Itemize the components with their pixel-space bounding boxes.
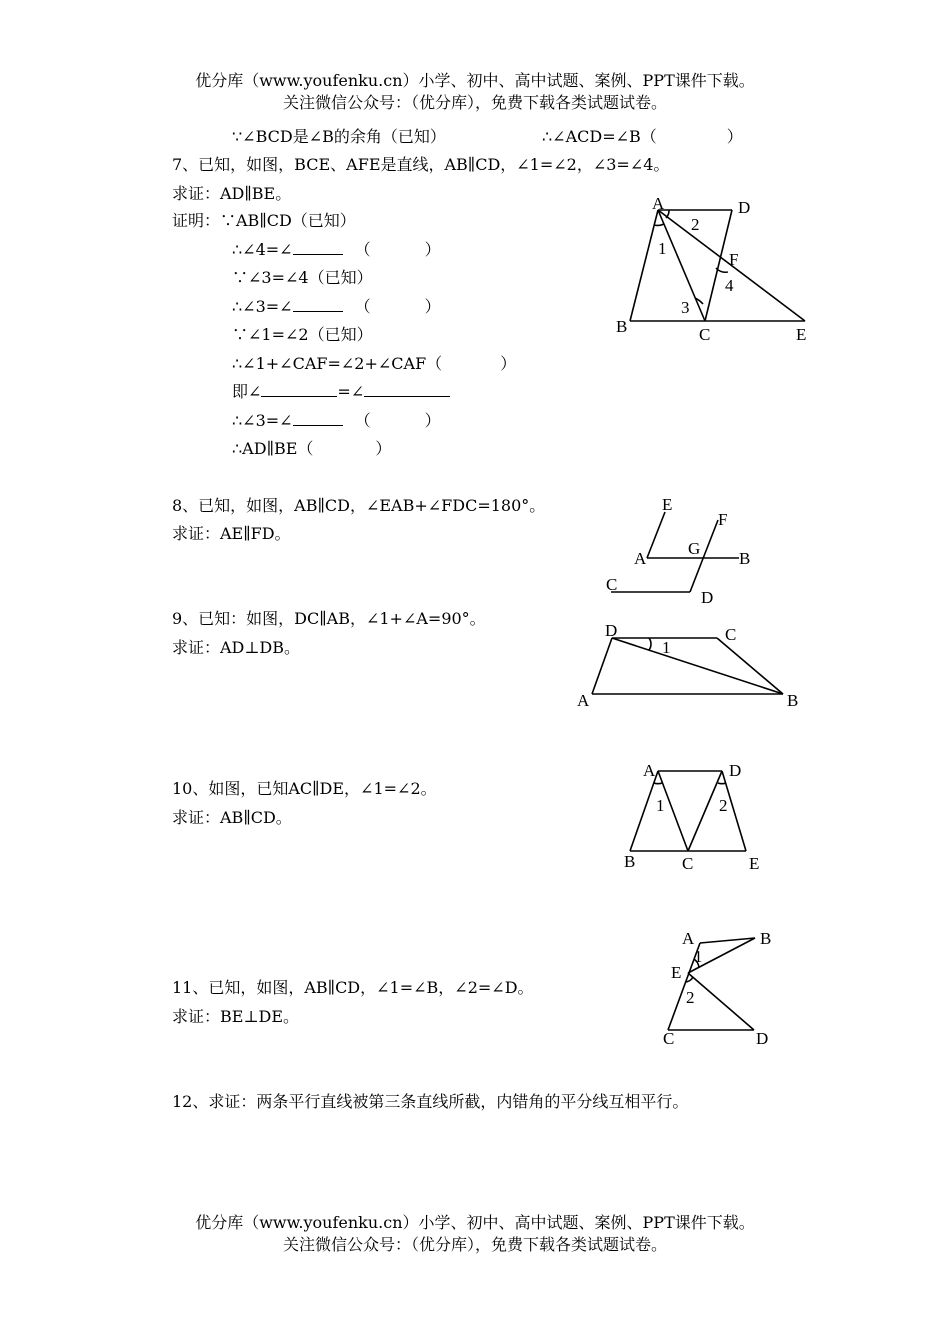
q7-figure [600,192,820,352]
label-E: E [662,495,673,514]
q11-figure [650,925,790,1055]
top-line-left: ∵∠BCD是∠B的余角（已知） [232,127,446,146]
label-D: D [605,621,618,640]
label-B: B [760,929,772,948]
label-B: B [787,691,799,710]
q7-prove: 求证：AD∥BE。 [172,184,292,203]
q7-given: 7、已知，如图，BCE、AFE是直线，AB∥CD，∠1=∠2，∠3=∠4。 [172,155,670,174]
q8-figure [600,492,770,612]
q7-proof-line-9 [232,438,391,460]
footer-line-2: 关注微信公众号：（优分库），免费下载各类试题试卷。 [282,1235,667,1254]
q7-proof-line-7-prefix: 即∠ [232,382,262,401]
label-E: E [796,325,807,344]
label-1: 1 [662,638,671,657]
q9-given: 9、已知：如图，DC∥AB，∠1+∠A=90°。 [172,609,486,628]
q7-proof-line-8-text: ∴∠3=∠ [232,411,293,430]
q7-proof-line-1: 证明：∵AB∥CD（已知） [172,211,356,230]
segment-DC [705,210,732,321]
angle-1-arc [654,224,664,225]
answer-blank[interactable] [293,240,343,255]
label-D: D [701,588,714,607]
label-2: 2 [686,988,695,1007]
top-line-right-prefix: ∴∠ACD=∠B（ [542,127,657,146]
label-G: G [688,539,701,558]
angle-2-arc [718,783,726,784]
answer-blank[interactable] [364,382,450,397]
label-D: D [729,761,742,780]
label-F: F [729,250,739,269]
header-line-1: 优分库（www.youfenku.cn）小学、初中、高中试题、案例、PPT课件下载。 [195,71,755,90]
q8-given: 8、已知，如图，AB∥CD，∠EAB+∠FDC=180°。 [172,496,546,515]
label-D: D [756,1029,769,1048]
top-line-right-suffix: ） [726,127,743,146]
q7-proof-line-8 [232,410,441,432]
q10-given: 10、如图，已知AC∥DE，∠1=∠2。 [172,779,437,798]
answer-blank[interactable] [293,297,343,312]
label-1: 1 [658,239,667,258]
open-paren: （ [354,411,371,430]
close-paren: ） [424,297,441,316]
segment-AE [647,512,665,558]
segment-AB [630,771,658,851]
q9-prove: 求证：AD⊥DB。 [172,638,301,657]
label-A: A [682,929,695,948]
q7-proof-line-2 [232,239,441,261]
open-paren: （ [354,240,371,259]
header-line-2: 关注微信公众号：（优分库），免费下载各类试题试卷。 [282,93,667,112]
label-B: B [616,317,628,336]
label-C: C [663,1029,675,1048]
q7-proof-line-3: ∵∠3=∠4（已知） [232,268,373,287]
q11-given: 11、已知，如图，AB∥CD，∠1=∠B，∠2=∠D。 [172,978,534,997]
angle-1-arc [649,638,651,650]
answer-blank[interactable] [293,411,343,426]
label-3: 3 [681,298,690,317]
angle-2-arc [666,210,669,218]
label-4: 4 [725,276,734,295]
q7-proof-line-7 [232,381,450,403]
q7-proof-line-6 [232,353,516,375]
q7-proof-line-4 [232,296,441,318]
close-paren: ） [375,439,392,458]
label-E: E [749,854,760,873]
label-C: C [699,325,711,344]
q11-prove: 求证：BE⊥DE。 [172,1007,299,1026]
top-line-right [542,126,743,148]
q7-proof-line-9-text: ∴AD∥BE（ [232,439,314,458]
close-paren: ） [424,240,441,259]
segment-AB [630,210,658,321]
angle-1-arc [654,783,662,784]
segment-DB [612,638,783,694]
label-2: 2 [691,215,700,234]
label-D: D [738,198,751,217]
label-E: E [671,963,682,982]
open-paren: （ [354,297,371,316]
label-A: A [643,761,656,780]
label-B: B [624,852,636,871]
q7-proof-line-5: ∵∠1=∠2（已知） [232,325,373,344]
label-B: B [739,549,751,568]
q7-proof-line-6-text: ∴∠1+∠CAF=∠2+∠CAF（ [232,354,443,373]
label-1: 1 [656,796,665,815]
q7-proof-line-2-text: ∴∠4=∠ [232,240,293,259]
segment-DC [688,771,722,851]
q12-text: 12、求证：两条平行直线被第三条直线所截，内错角的平分线互相平行。 [172,1092,689,1111]
segment-ED [688,973,754,1030]
label-1: 1 [694,947,703,966]
label-A: A [577,691,590,710]
segment-CB [717,638,783,694]
q8-prove: 求证：AE∥FD。 [172,524,291,543]
q7-proof-line-7-mid: =∠ [337,382,365,401]
label-2: 2 [719,796,728,815]
label-C: C [682,854,694,873]
q9-figure [570,620,810,715]
label-F: F [718,510,728,529]
label-A: A [634,549,647,568]
q10-figure [610,758,780,878]
q10-prove: 求证：AB∥CD。 [172,808,292,827]
label-A: A [652,194,665,213]
q7-proof-line-4-text: ∴∠3=∠ [232,297,293,316]
segment-DA [592,638,612,694]
close-paren: ） [424,411,441,430]
label-C: C [606,575,618,594]
close-paren: ） [500,354,517,373]
label-C: C [725,625,737,644]
answer-blank[interactable] [261,382,337,397]
footer-line-1: 优分库（www.youfenku.cn）小学、初中、高中试题、案例、PPT课件下载。 [195,1213,755,1232]
